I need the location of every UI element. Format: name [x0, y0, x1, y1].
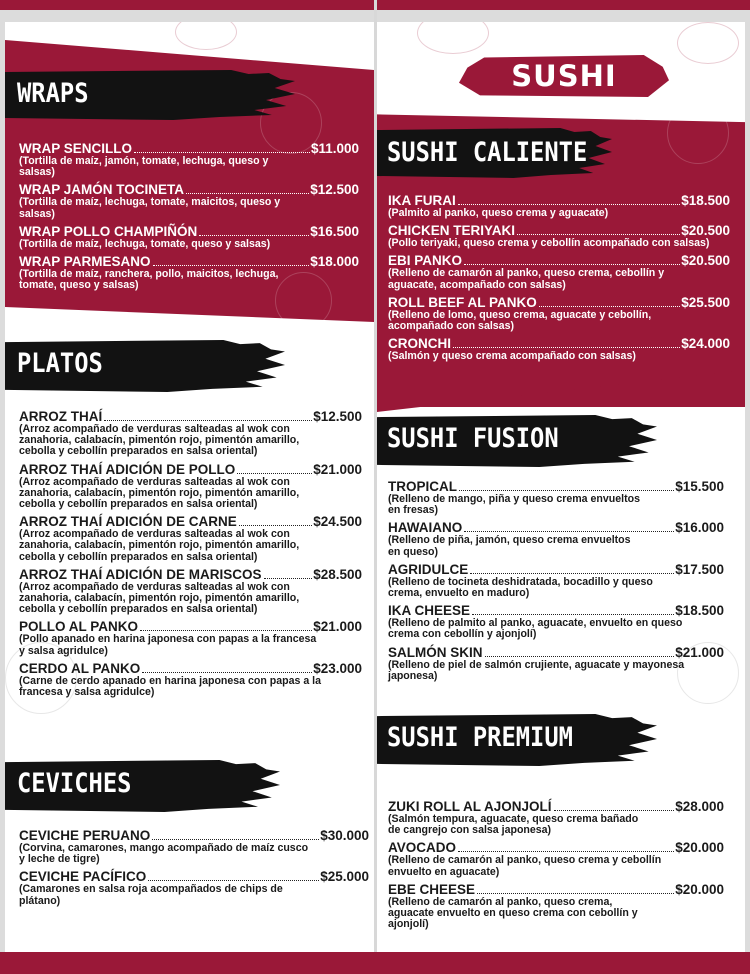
list-item	[388, 520, 724, 557]
item-description: (Carne de cerdo apanado en harina japonesa con papas a la francesa y salsa agridulce)	[19, 674, 322, 699]
list-item	[19, 462, 362, 511]
list-item	[19, 619, 362, 656]
sushi-fusion-list	[388, 479, 724, 686]
list-item	[19, 567, 362, 616]
right-menu-panel	[377, 22, 745, 952]
list-item	[388, 799, 724, 836]
ceviches-list	[19, 828, 369, 911]
leader-dots	[186, 193, 309, 194]
item-price: $20.000	[675, 840, 724, 856]
item-price: $20.500	[681, 253, 730, 269]
list-item	[388, 223, 730, 249]
list-item	[19, 828, 369, 865]
leader-dots	[134, 152, 310, 153]
list-item	[388, 840, 724, 877]
item-name: WRAP JAMÓN TOCINETA	[19, 182, 185, 198]
list-item	[388, 253, 730, 290]
item-price: $17.500	[675, 561, 724, 577]
item-description: (Salmón y queso crema acompañado con salsas)	[388, 350, 636, 363]
item-price: $23.000	[313, 660, 362, 676]
item-description: (Pollo teriyaki, queso crema y cebollín acompañado con salsas)	[388, 237, 710, 250]
item-description: (Relleno de camarón al panko, queso crema, aguacate envuelto en queso crema con cebollín y ajonjolí)	[388, 895, 638, 931]
item-description: (Tortilla de maíz, ranchera, pollo, maicitos, lechuga, tomate, queso y salsas)	[19, 268, 279, 292]
item-name: CERDO AL PANKO	[19, 660, 141, 676]
item-name: WRAP POLLO CHAMPIÑÓN	[19, 223, 198, 239]
sushi-doodle-icon	[417, 22, 489, 54]
leader-dots	[485, 656, 675, 657]
item-description: (Arroz acompañado de verduras salteadas al wok con zanahoria, calabacín, pimentón rojo, pimentón amarillo, cebolla y cebollín preparados en salsa oriental)	[19, 528, 300, 563]
list-item	[388, 882, 724, 931]
list-item	[19, 182, 359, 219]
item-price: $20.500	[681, 223, 730, 239]
item-price: $30.000	[320, 828, 369, 843]
leader-dots	[148, 880, 319, 881]
item-description: (Relleno de lomo, queso crema, aguacate y cebollín, acompañado con salsas)	[388, 308, 652, 333]
item-description: (Relleno de camarón al panko, queso crema y cebollín envuelto en aguacate)	[388, 854, 662, 878]
leader-dots	[464, 531, 674, 532]
item-description: (Corvina, camarones, mango acompañado de maíz cusco y leche de tigre)	[19, 842, 309, 866]
item-description: (Arroz acompañado de verduras salteadas al wok con zanahoria, calabacín, pimentón rojo, pimentón amarillo, cebolla y cebollín preparados en salsa oriental)	[19, 580, 300, 616]
item-price: $25.500	[681, 294, 730, 310]
item-name: EBE CHEESE	[388, 881, 476, 897]
leader-dots	[539, 306, 680, 307]
leader-dots	[459, 490, 674, 491]
sushi-caliente-list	[388, 193, 730, 366]
item-description: (Tortilla de maíz, jamón, tomate, lechuga, queso y salsas)	[19, 155, 269, 179]
item-description: (Pollo apanado en harina japonesa con papas a la francesa y salsa agridulce)	[19, 633, 317, 657]
item-name: EBI PANKO	[388, 253, 463, 269]
item-name: IKA CHEESE	[388, 603, 471, 619]
item-description: (Relleno de mango, piña y queso crema envueltos en fresas)	[388, 493, 640, 517]
item-name: ROLL BEEF AL PANKO	[388, 294, 537, 310]
item-name: ARROZ THAÍ	[19, 409, 103, 424]
leader-dots	[104, 420, 312, 421]
list-item	[19, 514, 362, 563]
item-description: (Salmón tempura, aguacate, queso crema bañado de cangrejo con salsa japonesa)	[388, 813, 639, 837]
wraps-heading: WRAPS	[17, 78, 89, 109]
item-name: AVOCADO	[388, 840, 457, 856]
item-name: WRAP SENCILLO	[19, 141, 133, 156]
item-description: (Relleno de tocineta deshidratada, bocadillo y queso crema, envuelto en maduro)	[388, 575, 653, 600]
item-price: $28.500	[313, 566, 362, 582]
item-description: (Relleno de palmito al panko, aguacate, envuelto en queso crema con cebollín y ajonjolí)	[388, 617, 683, 641]
wraps-list	[19, 141, 359, 295]
bottom-border	[0, 952, 750, 974]
sushi-doodle-icon	[677, 22, 739, 64]
item-name: WRAP PARMESANO	[19, 254, 151, 270]
item-price: $20.000	[675, 881, 724, 897]
item-description: (Arroz acompañado de verduras salteadas al wok con zanahoria, calabacín, pimentón rojo, pimentón amarillo, cebolla y cebollín preparados en salsa oriental)	[19, 475, 300, 511]
list-item	[388, 562, 724, 599]
item-description: (Arroz acompañado de verduras salteadas al wok con zanahoria, calabacín, pimentón rojo, pimentón amarillo, cebolla y cebollín preparados en salsa oriental)	[19, 423, 300, 458]
item-price: $12.500	[313, 409, 362, 424]
list-item	[19, 409, 362, 458]
list-item	[19, 141, 359, 178]
sushi-title: SUSHI	[511, 59, 617, 93]
sushi-caliente-heading: SUSHI CALIENTE	[387, 137, 588, 168]
leader-dots	[470, 573, 674, 574]
item-price: $21.000	[675, 644, 724, 660]
leader-dots	[152, 839, 319, 840]
item-price: $16.000	[675, 520, 724, 536]
item-price: $24.000	[681, 336, 730, 352]
leader-dots	[458, 851, 674, 852]
sushi-premium-heading: SUSHI PREMIUM	[387, 722, 573, 753]
list-item	[388, 193, 730, 219]
item-name: ARROZ THAÍ ADICIÓN DE CARNE	[19, 514, 237, 530]
left-menu-panel	[5, 22, 374, 952]
item-price: $15.500	[675, 479, 724, 494]
leader-dots	[477, 893, 674, 894]
leader-dots	[464, 264, 680, 265]
item-name: HAWAIANO	[388, 520, 463, 536]
item-price: $24.500	[313, 514, 362, 530]
leader-dots	[153, 265, 310, 266]
item-name: CEVICHE PACÍFICO	[19, 869, 147, 885]
item-price: $18.500	[681, 193, 730, 208]
platos-list	[19, 409, 362, 702]
list-item	[388, 295, 730, 332]
leader-dots	[239, 525, 312, 526]
item-name: POLLO AL PANKO	[19, 619, 139, 635]
sushi-doodle-icon	[667, 102, 729, 164]
item-name: CEVICHE PERUANO	[19, 828, 151, 843]
item-description: (Tortilla de maíz, lechuga, tomate, maicitos, queso y salsas)	[19, 196, 281, 220]
leader-dots	[199, 235, 309, 236]
leader-dots	[142, 672, 312, 673]
item-price: $18.500	[675, 603, 724, 619]
list-item	[19, 224, 359, 250]
list-item	[19, 254, 359, 291]
item-price: $11.000	[310, 141, 359, 156]
leader-dots	[472, 614, 674, 615]
item-name: TROPICAL	[388, 479, 457, 494]
item-price: $21.000	[313, 461, 362, 477]
item-name: IKA FURAI	[388, 193, 456, 208]
item-name: SALMÓN SKIN	[388, 644, 483, 660]
item-name: CRONCHI	[388, 336, 451, 352]
item-price: $21.000	[313, 619, 362, 635]
item-price: $28.000	[675, 799, 724, 814]
list-item	[388, 336, 730, 362]
sushi-fusion-heading: SUSHI FUSION	[387, 423, 559, 454]
item-description: (Palmito al panko, queso crema y aguacate)	[388, 207, 609, 219]
platos-heading: PLATOS	[17, 348, 103, 379]
leader-dots	[140, 630, 312, 631]
ceviches-heading: CEVICHES	[17, 768, 132, 799]
item-price: $16.500	[310, 223, 359, 239]
list-item	[19, 661, 362, 698]
list-item	[388, 479, 724, 516]
item-price: $18.000	[310, 254, 359, 270]
item-description: (Relleno de piña, jamón, queso crema envueltos en queso)	[388, 534, 631, 558]
leader-dots	[517, 234, 680, 235]
item-name: ARROZ THAÍ ADICIÓN DE MARISCOS	[19, 566, 262, 582]
item-description: (Relleno de piel de salmón crujiente, aguacate y mayonesa japonesa)	[388, 658, 685, 682]
item-name: ZUKI ROLL AL AJONJOLÍ	[388, 799, 552, 814]
sushi-premium-list	[388, 799, 724, 934]
item-name: AGRIDULCE	[388, 561, 469, 577]
item-price: $12.500	[310, 182, 359, 198]
leader-dots	[554, 810, 675, 811]
leader-dots	[453, 347, 680, 348]
item-name: CHICKEN TERIYAKI	[388, 223, 516, 239]
list-item	[19, 869, 369, 906]
leader-dots	[237, 473, 312, 474]
list-item	[388, 603, 724, 640]
item-price: $25.000	[320, 869, 369, 885]
item-description: (Relleno de camarón al panko, queso crema, cebollín y aguacate, acompañado con salsas)	[388, 267, 665, 291]
leader-dots	[264, 578, 313, 579]
sushi-doodle-icon	[175, 22, 237, 50]
list-item	[388, 645, 724, 682]
leader-dots	[458, 204, 680, 205]
item-description: (Camarones en salsa roja acompañados de chips de plátano)	[19, 883, 283, 907]
item-name: ARROZ THAÍ ADICIÓN DE POLLO	[19, 461, 236, 477]
item-description: (Tortilla de maíz, lechuga, tomate, queso y salsas)	[19, 237, 271, 250]
